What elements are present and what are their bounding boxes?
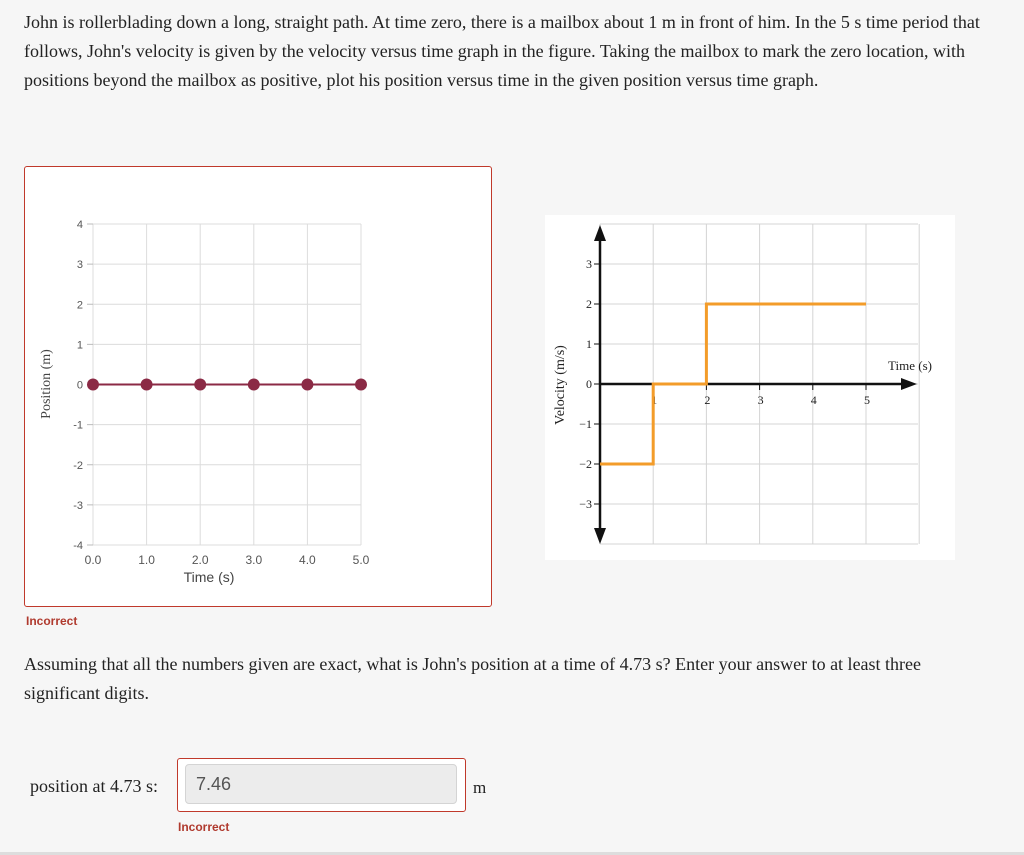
velocity-y-tick-label: −1 bbox=[579, 417, 592, 431]
position-x-tick-label: 3.0 bbox=[245, 553, 263, 567]
velocity-y-axis-down-arrow-icon bbox=[594, 528, 606, 544]
position-y-tick-label: -4 bbox=[73, 540, 83, 552]
velocity-x-axis-label: Time (s) bbox=[888, 358, 932, 373]
velocity-x-axis-arrow-icon bbox=[901, 378, 917, 390]
position-data-point[interactable] bbox=[248, 379, 260, 391]
question-text: John is rollerblading down a long, straight path. At time zero, there is a mailbox about 1 m in front of him. In the 5 s time period that follows, John's velocity is given by the velocity versus time graph in the figure. Taking the mailbox to mark the zero location, with positions beyond the mailbox as positive, plot his position versus time in the given position versus time graph. bbox=[24, 12, 980, 90]
velocity-y-axis-up-arrow-icon bbox=[594, 225, 606, 241]
velocity-y-tick-label: 1 bbox=[586, 337, 592, 351]
position-y-tick-label: 2 bbox=[76, 299, 83, 312]
graph-status-incorrect: Incorrect bbox=[26, 614, 78, 628]
position-y-axis-label: Position (m) bbox=[39, 349, 54, 419]
position-graph-panel[interactable] bbox=[24, 166, 492, 607]
position-data-point[interactable] bbox=[301, 379, 313, 391]
answer-status-incorrect: Incorrect bbox=[178, 820, 230, 834]
position-data-point[interactable] bbox=[87, 379, 99, 391]
position-x-tick-label: 4.0 bbox=[299, 553, 316, 567]
velocity-graph-panel bbox=[545, 215, 955, 560]
position-x-tick-label: 2.0 bbox=[191, 553, 209, 567]
answer-label: position at 4.73 s: bbox=[30, 776, 159, 796]
position-answer-input[interactable] bbox=[185, 764, 457, 804]
velocity-x-tick-label: 1 bbox=[651, 393, 658, 407]
velocity-x-tick-label: 5 bbox=[864, 393, 870, 407]
velocity-y-tick-label: 3 bbox=[586, 257, 592, 271]
velocity-y-axis-label: Velocity (m/s) bbox=[553, 345, 568, 425]
position-y-tick-label: -2 bbox=[73, 459, 83, 472]
velocity-time-graph bbox=[545, 215, 955, 560]
position-data-point[interactable] bbox=[194, 379, 206, 391]
velocity-x-tick-label: 4 bbox=[810, 393, 817, 407]
position-y-tick-label: 0 bbox=[76, 379, 83, 392]
position-time-graph[interactable] bbox=[25, 167, 493, 608]
position-x-tick-label: 0.0 bbox=[84, 553, 102, 567]
position-y-tick-label: 1 bbox=[76, 339, 83, 352]
answer-unit: m bbox=[473, 778, 487, 797]
position-y-tick-label: -3 bbox=[73, 499, 83, 512]
answer-box bbox=[177, 758, 466, 812]
position-y-tick-label: 3 bbox=[76, 259, 83, 272]
position-x-axis-label: Time (s) bbox=[183, 569, 235, 585]
velocity-y-tick-label: 2 bbox=[586, 297, 592, 311]
velocity-x-tick-label: 2 bbox=[704, 393, 711, 407]
position-y-tick-label: -1 bbox=[73, 419, 83, 432]
followup-question-text: Assuming that all the numbers given are exact, what is John's position at a time of 4.73 s? Enter your answer to at least three significant digits. bbox=[24, 654, 922, 703]
position-data-point[interactable] bbox=[141, 379, 153, 391]
velocity-y-tick-label: 0 bbox=[586, 377, 592, 391]
velocity-y-tick-label: −3 bbox=[579, 497, 592, 511]
position-x-tick-label: 1.0 bbox=[138, 553, 155, 567]
position-y-tick-label: 4 bbox=[76, 219, 83, 231]
velocity-x-tick-label: 3 bbox=[757, 393, 764, 407]
position-x-tick-label: 5.0 bbox=[352, 553, 370, 567]
velocity-y-tick-label: −2 bbox=[579, 457, 592, 471]
position-data-point[interactable] bbox=[355, 379, 367, 391]
